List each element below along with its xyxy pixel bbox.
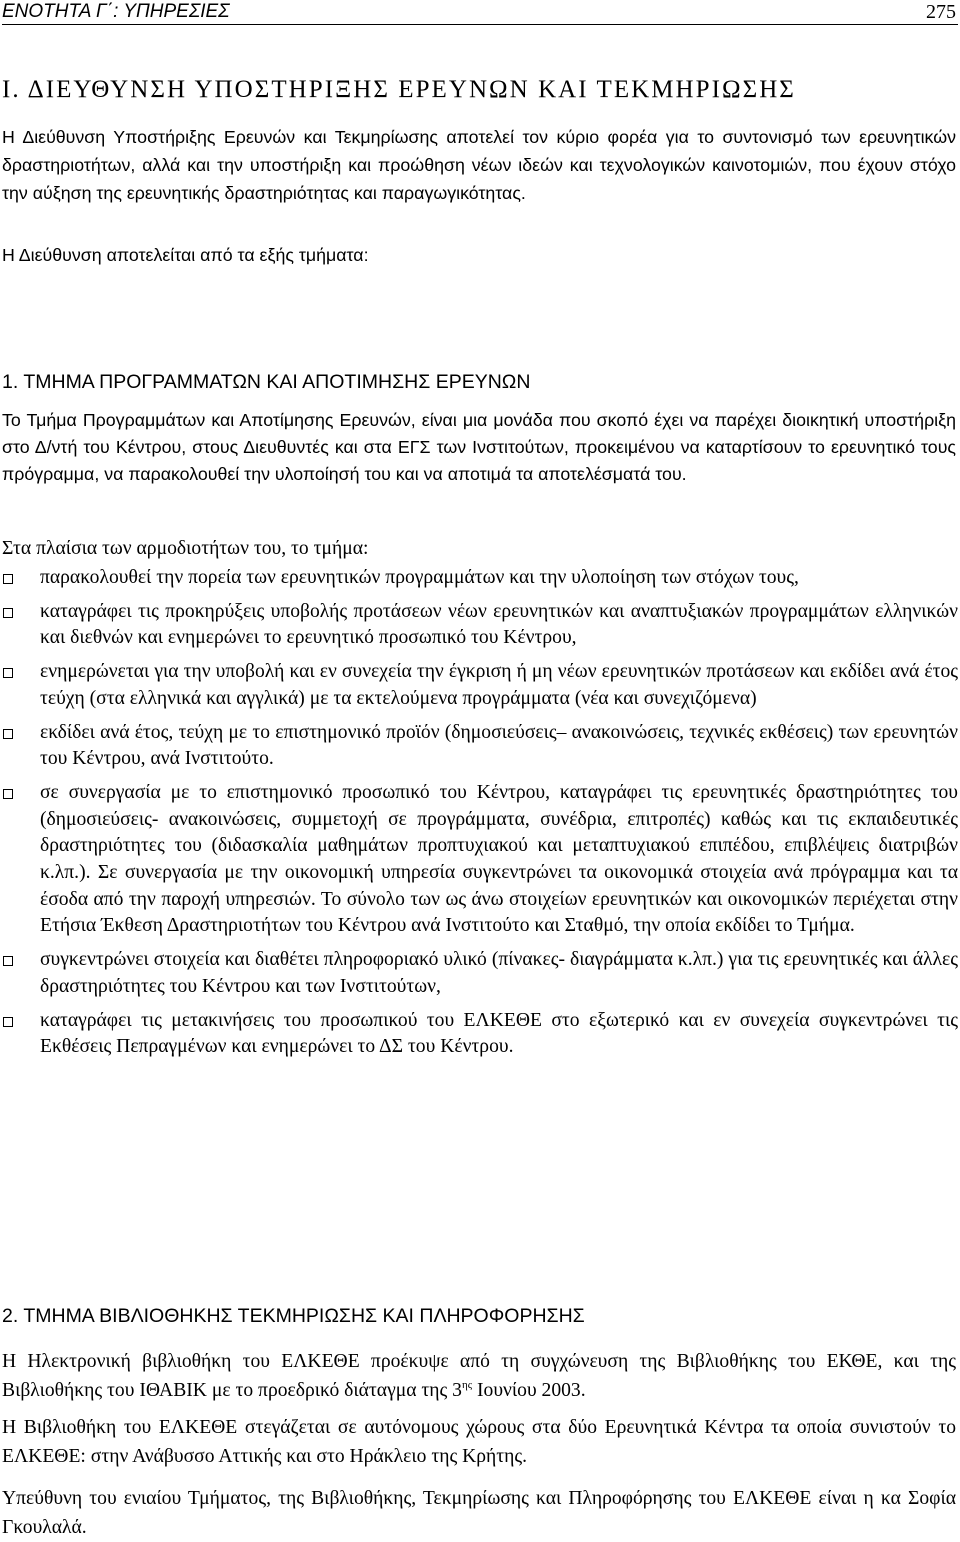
list-item-text: ενημερώνεται για την υποβολή και εν συνεχεία την έγκριση ή μη νέων ερευνητικών προτάσεων και εκδίδει ανά έτος τεύχη (στα ελληνικά και αγγλικά) με τα εκτελούμενα προγράμματα (νέα και συνεχιζόμενα) [40, 661, 958, 709]
chapter-title: Ι. ΔΙΕΥΘΥΝΣΗ ΥΠΟΣΤΗΡΙΞΗΣ ΕΡΕΥΝΩΝ ΚΑΙ ΤΕΚΜΗΡΙΩΣΗΣ [2, 76, 796, 103]
section-1-paragraph: Το Τμήμα Προγραμμάτων και Αποτίμησης Ερευνών, είναι μια μονάδα που σκοπό έχει να παρέχει διοικητική υποστήριξη στο Δ/ντή του Κέντρου, στους Διευθυντές και στα ΕΓΣ των Ινστιτούτων, προκειμένου να καταρτίσουν το ερευνητικό τους πρόγραμμα, να παρακολουθεί την υλοποίησή του και να αποτιμά τα αποτελέσματά του. [2, 410, 956, 484]
list-item [0, 780, 958, 940]
list-item [0, 1008, 958, 1061]
list-item-text: εκδίδει ανά έτος, τεύχη με το επιστημονικό προϊόν (δημοσιεύσεις– ανακοινώσεις, τεχνικές εκθέσεις) των ερευνητών του Κέντρου, ανά Ινστιτούτο. [40, 721, 958, 770]
list-item-text: καταγράφει τις προκηρύξεις υποβολής προτάσεων νέων ερευνητικών και αναπτυξιακών προγραμμάτων ελληνικών και διεθνών και ενημερώνει το ερευνητικό προσωπικό του Κέντρου, [40, 600, 958, 649]
section-1-heading: 1. ΤΜΗΜΑ ΠΡΟΓΡΑΜΜΑΤΩΝ ΚΑΙ ΑΠΟΤΙΜΗΣΗΣ ΕΡΕΥΝΩΝ [2, 371, 531, 393]
section-2-paragraph-3: Υπεύθυνη του ενιαίου Τμήματος, της Βιβλιοθήκης, Τεκμηρίωσης και Πληροφόρησης του ΕΛΚΕΘΕ είναι η κα Σοφία Γκουλαλά. [2, 1488, 956, 1538]
checkbox-bullet-icon [3, 574, 13, 584]
list-item-text: παρακολουθεί την πορεία των ερευνητικών προγραμμάτων και την υλοποίηση των στόχων τους, [40, 567, 799, 588]
ordinal-superscript: ης [461, 1378, 473, 1391]
list-item [0, 565, 958, 592]
list-item [0, 720, 958, 773]
list-item-text: συγκεντρώνει στοιχεία και διαθέτει πληροφοριακό υλικό (πίνακες- διαγράμματα κ.λπ.) για τις ερευνητικές και άλλες δραστηριότητες του Κέντρου και των Ινστιτούτων, [40, 949, 958, 997]
header-section-title: ΕΝΟΤΗΤΑ Γ΄: ΥΠΗΡΕΣΙΕΣ [2, 1, 230, 22]
section-2-p1-end: Ιουνίου 2003. [472, 1379, 586, 1401]
section-2-p1-text: Η Ηλεκτρονική βιβλιοθήκη του ΕΛΚΕΘΕ προέκυψε από τη συγχώνευση της Βιβλιοθήκης του ΕΚΘΕ, και της Βιβλιοθήκης του ΙΘΑΒΙΚ με το προεδρικό διάταγμα της 3 [2, 1351, 956, 1401]
intro-paragraph: Η Διεύθυνση Υποστήριξης Ερευνών και Τεκμηρίωσης αποτελεί τον κύριο φορέα για το συντονισμό των ερευνητικών δραστηριοτήτων, αλλά και την υποστήριξη και προώθηση νέων ιδεών και τεχνολογικών καινοτομιών, που έχουν στόχο την αύξηση της ερευνητικής δραστηριότητας και παραγωγικότητας. [2, 127, 956, 203]
departments-intro: Η Διεύθυνση αποτελείται από τα εξής τμήματα: [2, 245, 369, 265]
responsibilities-list [0, 565, 958, 1068]
checkbox-bullet-icon [3, 668, 13, 678]
list-item [0, 659, 958, 712]
list-item-text: καταγράφει τις μετακινήσεις του προσωπικού του ΕΛΚΕΘΕ στο εξωτερικό και εν συνεχεία συγκεντρώνει τις Εκθέσεις Πεπραγμένων και ενημερώνει το ΔΣ του Κέντρου. [40, 1009, 958, 1058]
checkbox-bullet-icon [3, 608, 13, 618]
checkbox-bullet-icon [3, 729, 13, 739]
running-header [2, 0, 958, 25]
list-item [0, 947, 958, 1000]
checkbox-bullet-icon [3, 1017, 13, 1027]
section-2-paragraph-1 [2, 1348, 956, 1405]
page-number: 275 [926, 1, 956, 23]
list-item [0, 599, 958, 652]
section-2-heading: 2. ΤΜΗΜΑ ΒΙΒΛΙΟΘΗΚΗΣ ΤΕΚΜΗΡΙΩΣΗΣ ΚΑΙ ΠΛΗΡΟΦΟΡΗΣΗΣ [2, 1305, 585, 1327]
section-2-paragraph-2: Η Βιβλιοθήκη του ΕΛΚΕΘΕ στεγάζεται σε αυτόνομους χώρους στα δύο Ερευνητικά Κέντρα τα οποία συνιστούν το ΕΛΚΕΘΕ: στην Ανάβυσσο Αττικής και στο Ηράκλειο της Κρήτης. [2, 1417, 956, 1467]
list-item-text: σε συνεργασία με το επιστημονικό προσωπικό του Κέντρου, καταγράφει τις ερευνητικές δραστηριότητες του (δημοσιεύσεις- ανακοινώσεις, συμμετοχή σε προγράμματα, συνέδρια, επιτροπές) καθώς και τις εκπαιδευτικές δραστηριότητες του (διδασκαλία μαθημάτων προπτυχιακού και μεταπτυχιακού επιπέδου, επιβλέψεις διατριβών κ.λπ.). Σε συνεργασία με την οικονομική υπηρεσία συγκεντρώνει τα οικονομικά στοιχεία ανά πρόγραμμα και τα έσοδα από την παροχή υπηρεσιών. Το σύνολο των ως άνω στοιχείων ερευνητικών και οικονομικών περιέχεται στην Ετήσια Έκθεση Δραστηριοτήτων του Κέντρου ανά Ινστιτούτο και Σταθμό, την οποία εκδίδει το Τμήμα. [40, 781, 958, 937]
checkbox-bullet-icon [3, 789, 13, 799]
checkbox-bullet-icon [3, 956, 13, 966]
section-1-list-intro: Στα πλαίσια των αρμοδιοτήτων του, το τμήμα: [2, 538, 369, 559]
